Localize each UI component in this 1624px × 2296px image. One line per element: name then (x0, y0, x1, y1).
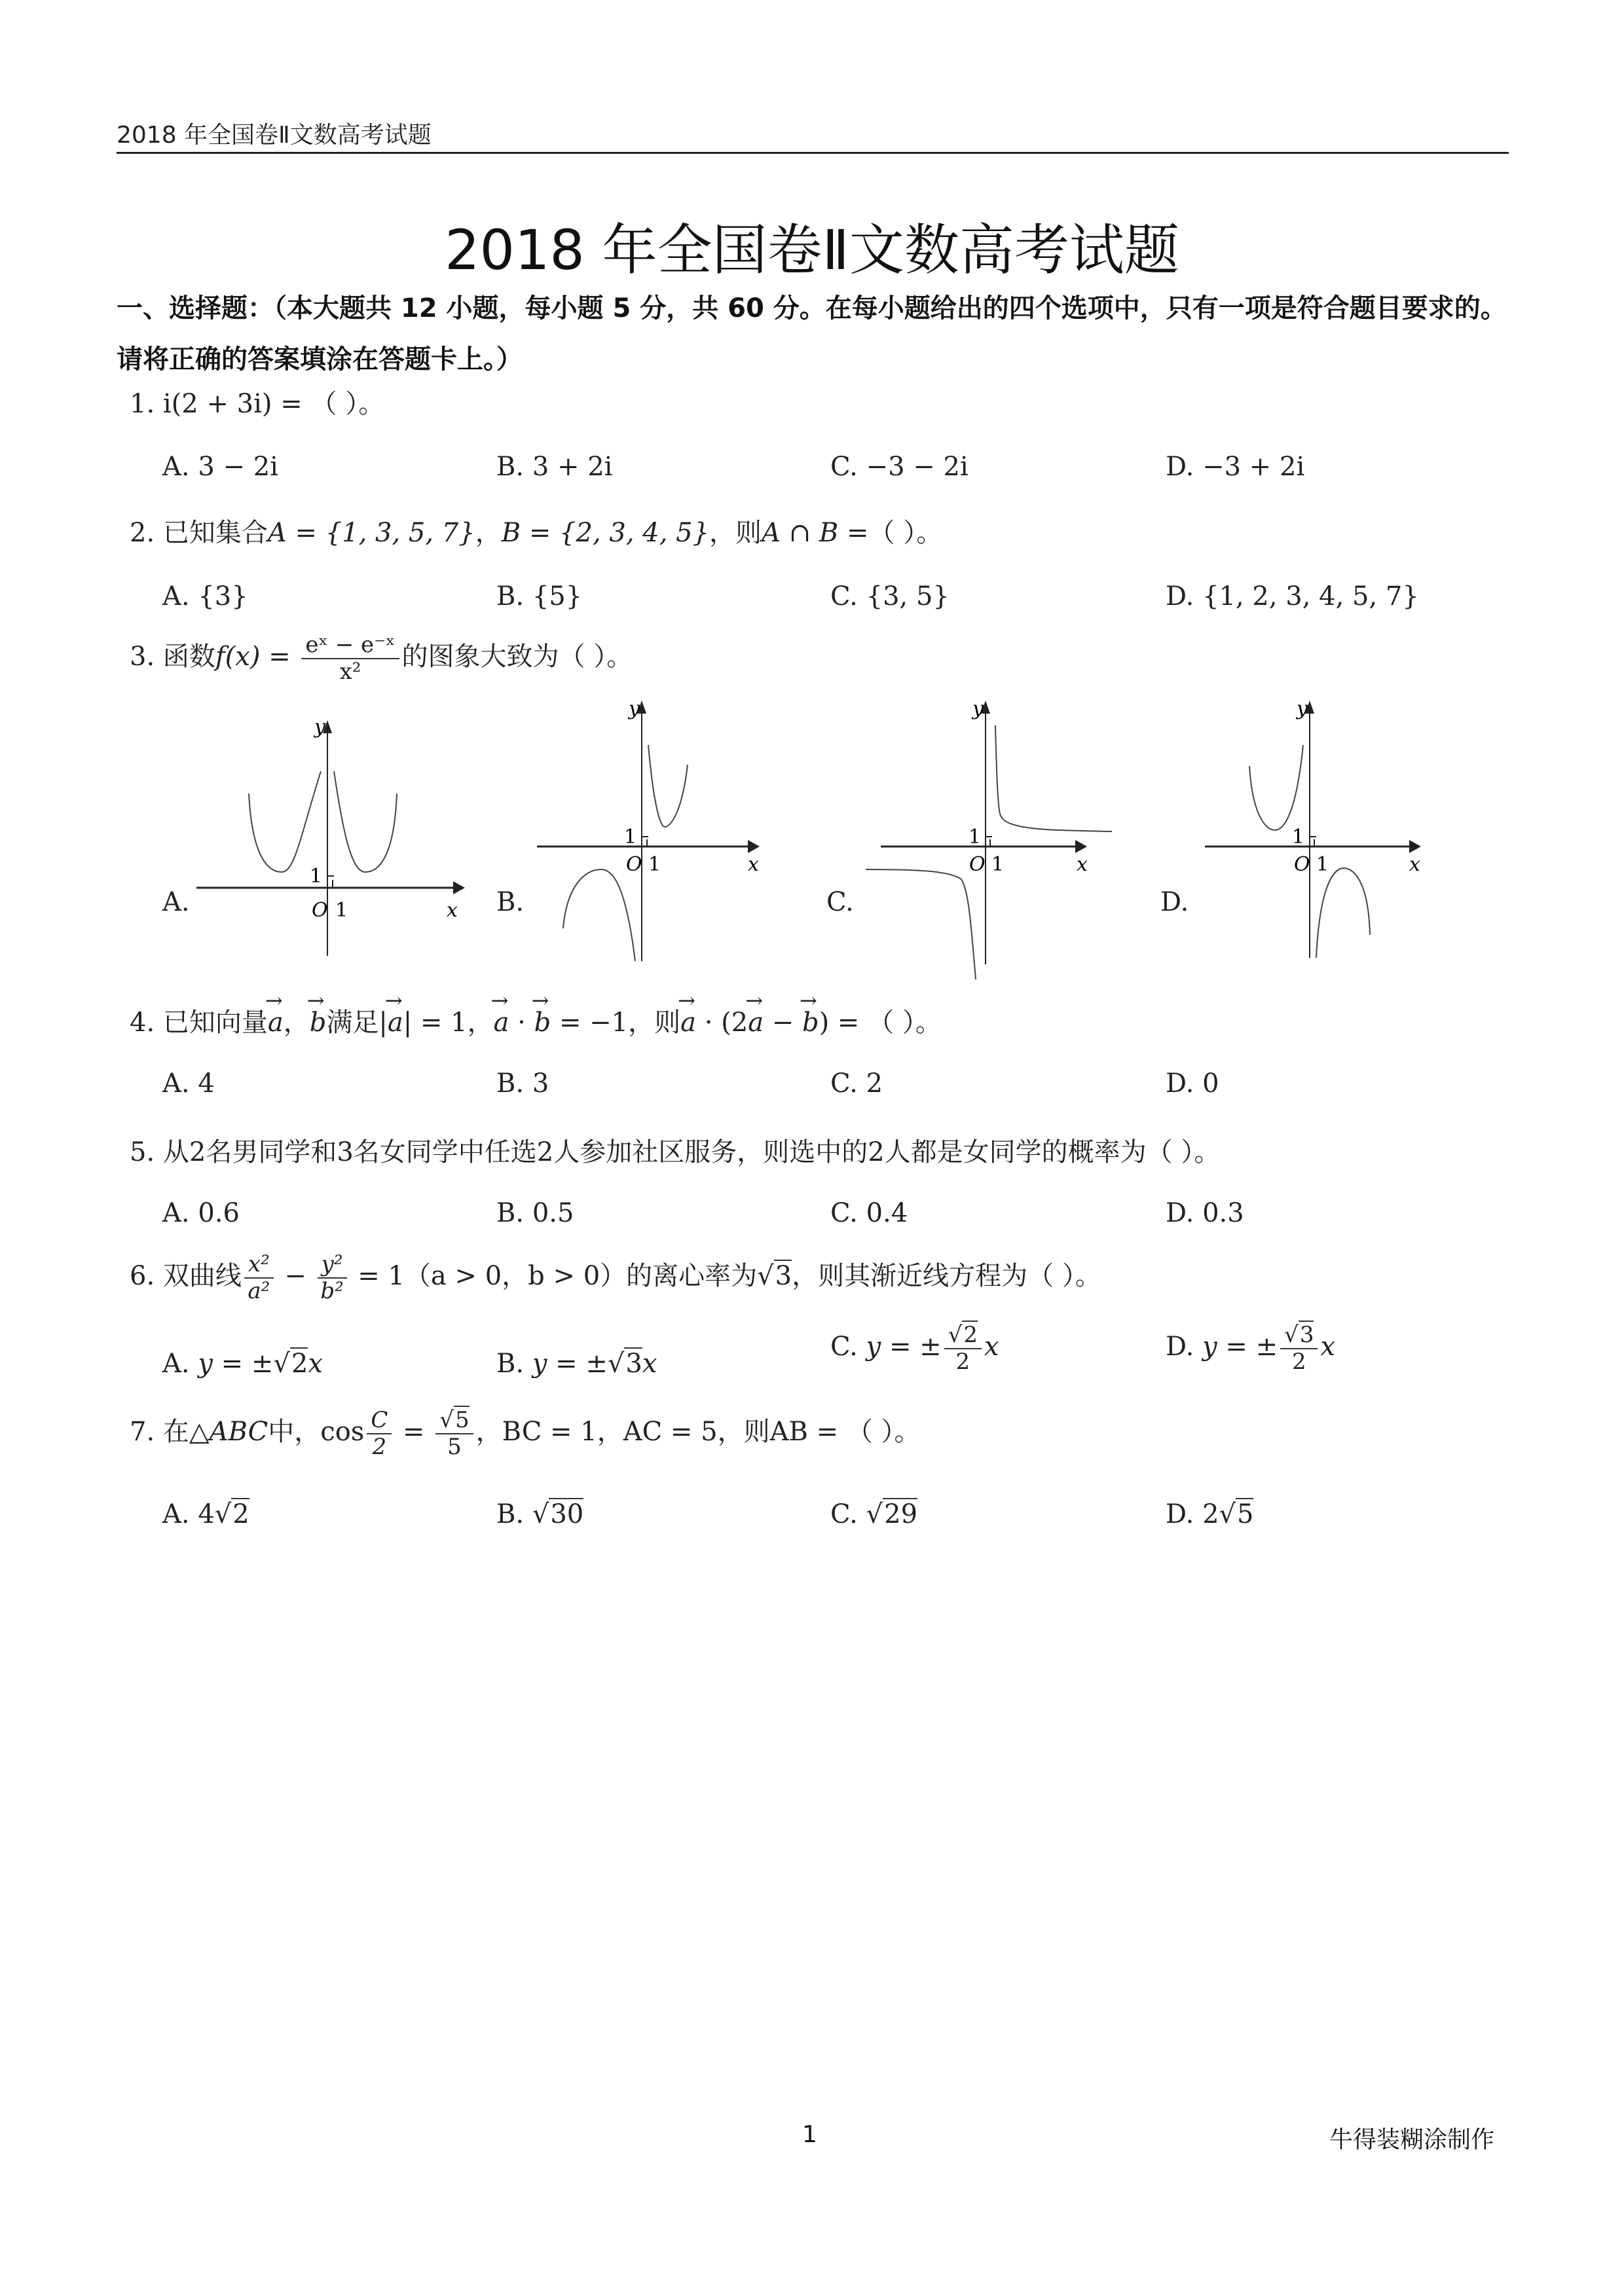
section-instructions: 一、选择题：（本大题共 12 小题，每小题 5 分，共 60 分。在每小题给出的四个选项中，只有一项是符合题目要求的。请将正确的答案填涂在答题卡上。） (117, 293, 1507, 374)
question-stem: i(2 + 3i) = （ ）。 (162, 389, 385, 419)
footer-credit: 牛得装糊涂制作 (1329, 2126, 1495, 2153)
svg-text:O: O (626, 853, 642, 876)
q7-option-b[interactable]: B. √30 (496, 1499, 584, 1529)
q5-option-a[interactable]: A. 0.6 (162, 1198, 240, 1228)
q6-option-a[interactable]: A. y = ±√2x (162, 1349, 323, 1379)
q1-option-a[interactable]: A. 3 − 2i (162, 452, 278, 482)
question-7: 7. 在△ABC中，cos $\frac{C}{2}$ = $\frac{√5}{5}$ ，BC = 1，AC = 5，则AB = （ ）。 (130, 1407, 921, 1461)
q7-option-a[interactable]: A. 4√2 (162, 1499, 249, 1529)
question-2: 2. 已知集合A = {1, 3, 5, 7}，B = {2, 3, 4, 5}，则A ∩ B =（ ）。 (130, 518, 943, 548)
q3-graph-d[interactable] (1205, 699, 1454, 974)
svg-text:1: 1 (623, 826, 637, 848)
q2-option-d[interactable]: D. {1, 2, 3, 4, 5, 7} (1166, 581, 1419, 611)
question-6: 6. 双曲线 $\frac{\text{x²}}{\text{a²}}$ − $\frac{\text{y²}}{\text{b²}}$ = 1（a > 0，b > 0）的离心率为√3，则其渐近线方程为（ ）。 (130, 1251, 1101, 1305)
q3-graph-c[interactable] (838, 699, 1139, 981)
q1-option-b[interactable]: B. 3 + 2i (496, 452, 613, 482)
question-4: 4. 已知向量→ a，→ b满足|→ a| = 1，→ a · → b = −1，则→ a · (2→ a − → b) = （ ）。 (130, 1002, 942, 1039)
svg-text:1: 1 (648, 853, 661, 876)
page-title: 2018 年全国卷Ⅱ文数高考试题 (445, 218, 1179, 282)
svg-text:y: y (629, 699, 640, 720)
q2-option-c[interactable]: C. {3, 5} (830, 581, 950, 611)
fraction: $\frac{\text{eˣ − e⁻ˣ}}{\text{x²}}$ (301, 632, 399, 685)
svg-text:y: y (972, 699, 984, 720)
q5-option-d[interactable]: D. 0.3 (1166, 1198, 1244, 1228)
svg-text:x: x (1409, 853, 1420, 876)
svg-text:y: y (314, 720, 325, 738)
q4-option-b[interactable]: B. 3 (496, 1068, 549, 1099)
svg-text:O: O (312, 899, 328, 922)
question-number: 1. (130, 389, 155, 419)
svg-text:y: y (1297, 699, 1308, 720)
q3-option-b-label[interactable]: B. (496, 887, 525, 917)
question-3: 3. 函数f(x) = $\frac{\text{eˣ − e⁻ˣ}}{\text{x²}}$ 的图象大致为（ ）。 (130, 632, 633, 685)
q7-option-d[interactable]: D. 2√5 (1166, 1499, 1254, 1529)
svg-text:x: x (447, 899, 458, 922)
page-number: 1 (802, 2121, 817, 2148)
q4-option-d[interactable]: D. 0 (1166, 1068, 1219, 1099)
q5-option-b[interactable]: B. 0.5 (496, 1198, 574, 1228)
svg-text:1: 1 (1291, 826, 1304, 848)
svg-text:x: x (748, 853, 759, 876)
q7-option-c[interactable]: C. √29 (830, 1499, 918, 1529)
svg-text:x: x (1077, 853, 1088, 876)
question-1 (130, 383, 384, 420)
svg-text:1: 1 (991, 853, 1005, 876)
q1-option-d[interactable]: D. −3 + 2i (1166, 452, 1305, 482)
header-divider (117, 152, 1509, 154)
svg-text:O: O (969, 853, 986, 876)
q5-option-c[interactable]: C. 0.4 (830, 1198, 908, 1228)
svg-text:1: 1 (309, 865, 322, 888)
q6-option-c[interactable]: C. y = ± $\frac{√2}{2}$ x (830, 1322, 999, 1376)
q6-option-d[interactable]: D. y = ± $\frac{√3}{2}$ x (1166, 1322, 1336, 1376)
q1-option-c[interactable]: C. −3 − 2i (830, 452, 969, 482)
q3-option-c-label[interactable]: C. (826, 887, 854, 917)
q3-graph-a[interactable] (196, 720, 471, 962)
q2-option-a[interactable]: A. {3} (162, 581, 248, 611)
q3-option-d-label[interactable]: D. (1160, 887, 1189, 917)
q4-option-c[interactable]: C. 2 (830, 1068, 883, 1099)
svg-text:O: O (1294, 853, 1310, 876)
q4-option-a[interactable]: A. 4 (162, 1068, 215, 1099)
svg-text:1: 1 (968, 826, 981, 848)
q6-option-b[interactable]: B. y = ±√3x (496, 1349, 657, 1379)
svg-text:1: 1 (1316, 853, 1329, 876)
svg-text:1: 1 (335, 899, 348, 922)
q3-option-a-label[interactable]: A. (162, 887, 190, 917)
question-5: 5. 从2名男同学和3名女同学中任选2人参加社区服务，则选中的2人都是女同学的概率为（ ）。 (130, 1137, 1221, 1167)
q3-graph-b[interactable] (537, 699, 773, 974)
running-header: 2018 年全国卷Ⅱ文数高考试题 (117, 122, 432, 149)
q2-option-b[interactable]: B. {5} (496, 581, 583, 611)
